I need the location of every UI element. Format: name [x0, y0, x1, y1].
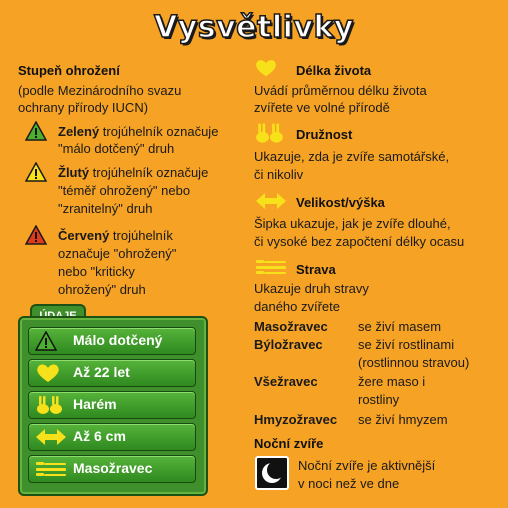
panel-row-label: Málo dotčený	[73, 332, 163, 348]
diet-def: se živí rostlinami	[358, 337, 455, 352]
diet-def: se živí hmyzem	[358, 412, 448, 427]
green-line-1: Zelený trojúhelník označuje	[58, 124, 219, 139]
diet-term: Všežravec	[254, 374, 318, 389]
diet-line-2: daného zvířete	[254, 299, 341, 314]
rabbits-icon	[254, 122, 286, 144]
yellow-line-2: "téměř ohrožený" nebo	[58, 183, 191, 198]
red-line-2: označuje "ohrožený"	[58, 246, 177, 261]
yellow-triangle-icon	[25, 162, 47, 182]
panel-row-social	[28, 391, 196, 419]
social-line-2: či nikoliv	[254, 167, 304, 182]
night-line-1: Noční zvíře je aktivnější	[298, 458, 436, 473]
panel-row-threat	[28, 327, 196, 355]
diet-def-cont: (rostlinnou stravou)	[358, 355, 470, 370]
size-line-2: či vysoké bez započtení délky ocasu	[254, 234, 465, 249]
rabbits-icon	[35, 395, 65, 415]
heart-icon	[254, 58, 278, 78]
double-arrow-icon	[35, 427, 67, 447]
yellow-line-1: Žlutý trojúhelník označuje	[58, 165, 209, 180]
night-line-2: v noci než ve dne	[298, 476, 400, 491]
diet-line-1: Ukazuje druh stravy	[254, 281, 369, 296]
size-heading: Velikost/výška	[296, 195, 385, 210]
size-line-1: Šipka ukazuje, jak je zvíře dlouhé,	[254, 216, 451, 231]
green-line-2: "málo dotčený" druh	[58, 141, 175, 156]
diet-term: Hmyzožravec	[254, 412, 338, 427]
diet-term: Býložravec	[254, 337, 323, 352]
diet-heading: Strava	[296, 262, 336, 277]
threat-sub-1: (podle Mezinárodního svazu	[18, 83, 182, 98]
diet-def: žere maso i	[358, 374, 426, 389]
cutlery-icon	[254, 257, 288, 277]
threat-heading: Stupeň ohrožení	[18, 63, 120, 78]
green-triangle-icon	[25, 121, 47, 141]
yellow-line-3: "zranitelný" druh	[58, 201, 153, 216]
page-title: Vysvětlivky	[153, 10, 354, 45]
panel-row-label: Až 22 let	[73, 364, 130, 380]
diet-def: se živí masem	[358, 319, 442, 334]
life-line-2: zvířete ve volné přírodě	[254, 100, 390, 115]
red-line-3: nebo "kriticky	[58, 264, 135, 279]
social-line-1: Ukazuje, zda je zvíře samotářské,	[254, 149, 450, 164]
double-arrow-icon	[254, 191, 288, 211]
moon-icon	[255, 456, 289, 490]
life-line-1: Uvádí průměrnou délku života	[254, 83, 427, 98]
panel-row-diet	[28, 455, 196, 483]
green-triangle-icon	[35, 331, 57, 351]
panel-row-life	[28, 359, 196, 387]
social-heading: Družnost	[296, 127, 353, 142]
diet-term: Masožravec	[254, 319, 328, 334]
cutlery-icon	[35, 459, 67, 479]
panel-row-size	[28, 423, 196, 451]
panel-row-label: Až 6 cm	[73, 428, 126, 444]
red-triangle-icon	[25, 225, 47, 245]
red-line-4: ohrožený" druh	[58, 282, 146, 297]
threat-sub-2: ochrany přírody IUCN)	[18, 100, 149, 115]
diet-def-cont: rostliny	[358, 392, 400, 407]
panel-row-label: Harém	[73, 396, 117, 412]
panel-row-label: Masožravec	[73, 460, 153, 476]
red-line-1: Červený trojúhelník	[58, 228, 173, 243]
life-heading: Délka života	[296, 63, 372, 78]
heart-icon	[35, 363, 61, 383]
night-heading: Noční zvíře	[254, 436, 324, 451]
